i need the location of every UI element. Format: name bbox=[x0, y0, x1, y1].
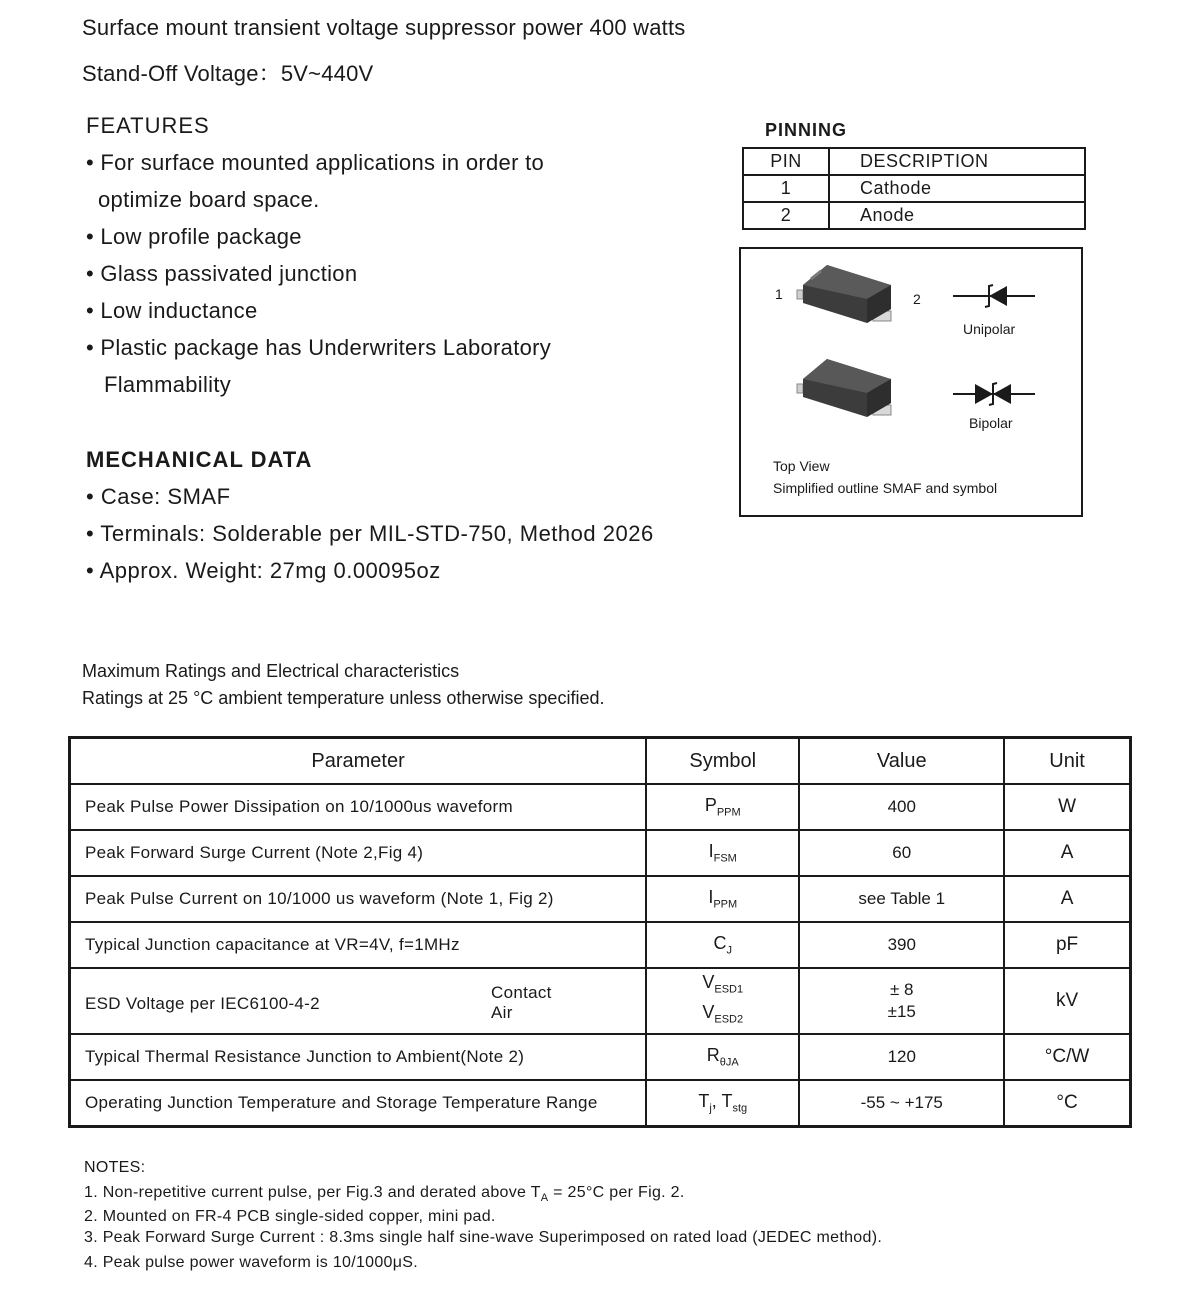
row-value: -55 ~ +175 bbox=[799, 1080, 1004, 1127]
mechanical-item: • Approx. Weight: 27mg 0.00095oz bbox=[86, 558, 441, 583]
smaf-package-icon bbox=[793, 259, 903, 329]
feature-item: • Low inductance bbox=[86, 298, 258, 323]
pinning-header-row bbox=[743, 148, 1085, 175]
row-unit: kV bbox=[1004, 968, 1130, 1034]
feature-item: optimize board space. bbox=[98, 187, 320, 212]
title-line-1: Surface mount transient voltage suppressor power 400 watts bbox=[82, 15, 686, 40]
row-symbol: $I_{PPM}$ bbox=[646, 876, 799, 922]
row-value: 400 bbox=[799, 784, 1004, 830]
smaf-package-icon bbox=[793, 353, 903, 423]
row-parameter bbox=[70, 968, 647, 1034]
notes-heading: NOTES: bbox=[84, 1159, 146, 1176]
mechanical-item: • Case: SMAF bbox=[86, 484, 231, 509]
package-caption-top-view: Top View bbox=[773, 458, 830, 474]
esd-parameter: ESD Voltage per IEC6100-4-2 bbox=[85, 994, 320, 1013]
pinning-title: PINNING bbox=[765, 120, 848, 140]
table-row bbox=[70, 830, 1131, 876]
features-heading: FEATURES bbox=[86, 113, 210, 138]
feature-item: • Low profile package bbox=[86, 224, 302, 249]
esd-contact-label: Contact bbox=[491, 983, 552, 1002]
ratings-subtitle: Ratings at 25 °C ambient temperature unless otherwise specified. bbox=[82, 688, 605, 708]
row-unit: A bbox=[1004, 876, 1130, 922]
row-value: ± 8 ±15 bbox=[799, 968, 1004, 1034]
note-3: 3. Peak Forward Surge Current : 8.3ms single half sine-wave Superimposed on rated load (JEDEC method). bbox=[84, 1229, 883, 1246]
row-symbol: $R_{\theta JA}$ bbox=[646, 1034, 799, 1080]
pinning-row bbox=[743, 175, 1085, 202]
row-unit: °C bbox=[1004, 1080, 1130, 1127]
row-parameter: Typical Thermal Resistance Junction to Ambient(Note 2) bbox=[70, 1034, 647, 1080]
feature-item: • For surface mounted applications in order to bbox=[86, 150, 545, 175]
pin-description: Cathode bbox=[829, 175, 1085, 202]
row-unit: °C/W bbox=[1004, 1034, 1130, 1080]
table-row bbox=[70, 1034, 1131, 1080]
row-value: see Table 1 bbox=[799, 876, 1004, 922]
row-symbol: $I_{FSM}$ bbox=[646, 830, 799, 876]
note-2: 2. Mounted on FR-4 PCB single-sided copper, mini pad. bbox=[84, 1208, 496, 1225]
esd-air-label: Air bbox=[491, 1003, 513, 1022]
row-symbol: $P_{PPM}$ bbox=[646, 784, 799, 830]
pin-2-label: 2 bbox=[913, 291, 921, 307]
package-caption-outline: Simplified outline SMAF and symbol bbox=[773, 480, 998, 496]
row-symbol: $T_j$, $T_{stg}$ bbox=[646, 1080, 799, 1127]
pinning-header-pin: PIN bbox=[743, 148, 829, 175]
row-value: 120 bbox=[799, 1034, 1004, 1080]
header-parameter: Parameter bbox=[70, 738, 647, 785]
pinning-row bbox=[743, 202, 1085, 229]
note-4: 4. Peak pulse power waveform is 10/1000μS. bbox=[84, 1254, 418, 1271]
row-value: 60 bbox=[799, 830, 1004, 876]
pin-number: 1 bbox=[743, 175, 829, 202]
pin-description: Anode bbox=[829, 202, 1085, 229]
pin-number: 2 bbox=[743, 202, 829, 229]
row-unit: pF bbox=[1004, 922, 1130, 968]
mechanical-item: • Terminals: Solderable per MIL-STD-750, Method 2026 bbox=[86, 521, 654, 546]
table-row-esd bbox=[70, 968, 1131, 1034]
title-line-2: Stand-Off Voltage：5V~440V bbox=[82, 61, 374, 86]
feature-item: Flammability bbox=[104, 372, 232, 397]
header-symbol: Symbol bbox=[646, 738, 799, 785]
row-parameter: Peak Forward Surge Current (Note 2,Fig 4) bbox=[70, 830, 647, 876]
pinning-table bbox=[742, 147, 1086, 230]
bipolar-label: Bipolar bbox=[969, 415, 1013, 431]
mechanical-heading: MECHANICAL DATA bbox=[86, 447, 313, 472]
bipolar-diode-symbol-icon bbox=[951, 380, 1037, 408]
feature-item: • Plastic package has Underwriters Laboratory bbox=[86, 335, 552, 360]
table-row bbox=[70, 876, 1131, 922]
package-outline-box bbox=[739, 247, 1083, 517]
row-symbol: $V_{ESD1}$ $V_{ESD2}$ bbox=[646, 968, 799, 1034]
pinning-header-description: DESCRIPTION bbox=[829, 148, 1085, 175]
table-header-row bbox=[70, 738, 1131, 785]
table-row bbox=[70, 922, 1131, 968]
row-parameter: Peak Pulse Power Dissipation on 10/1000us waveform bbox=[70, 784, 647, 830]
feature-item: • Glass passivated junction bbox=[86, 261, 358, 286]
row-parameter: Peak Pulse Current on 10/1000 us waveform (Note 1, Fig 2) bbox=[70, 876, 647, 922]
header-unit: Unit bbox=[1004, 738, 1130, 785]
unipolar-label: Unipolar bbox=[963, 321, 1016, 337]
row-parameter: Typical Junction capacitance at VR=4V, f=1MHz bbox=[70, 922, 647, 968]
row-symbol: $C_J$ bbox=[646, 922, 799, 968]
ratings-table bbox=[68, 736, 1132, 1128]
row-unit: A bbox=[1004, 830, 1130, 876]
ratings-title: Maximum Ratings and Electrical characteristics bbox=[82, 661, 460, 681]
row-value: 390 bbox=[799, 922, 1004, 968]
row-unit: W bbox=[1004, 784, 1130, 830]
table-row bbox=[70, 1080, 1131, 1127]
unipolar-diode-symbol-icon bbox=[951, 282, 1037, 310]
row-parameter: Operating Junction Temperature and Storage Temperature Range bbox=[70, 1080, 647, 1127]
table-row bbox=[70, 784, 1131, 830]
esd-conditions bbox=[491, 983, 552, 1023]
header-value: Value bbox=[799, 738, 1004, 785]
pin-1-label: 1 bbox=[775, 286, 783, 302]
note-1: 1. Non-repetitive current pulse, per Fig.3 and derated above $T_A = 25^\circ C$ per Fig. 2. bbox=[84, 1184, 685, 1205]
